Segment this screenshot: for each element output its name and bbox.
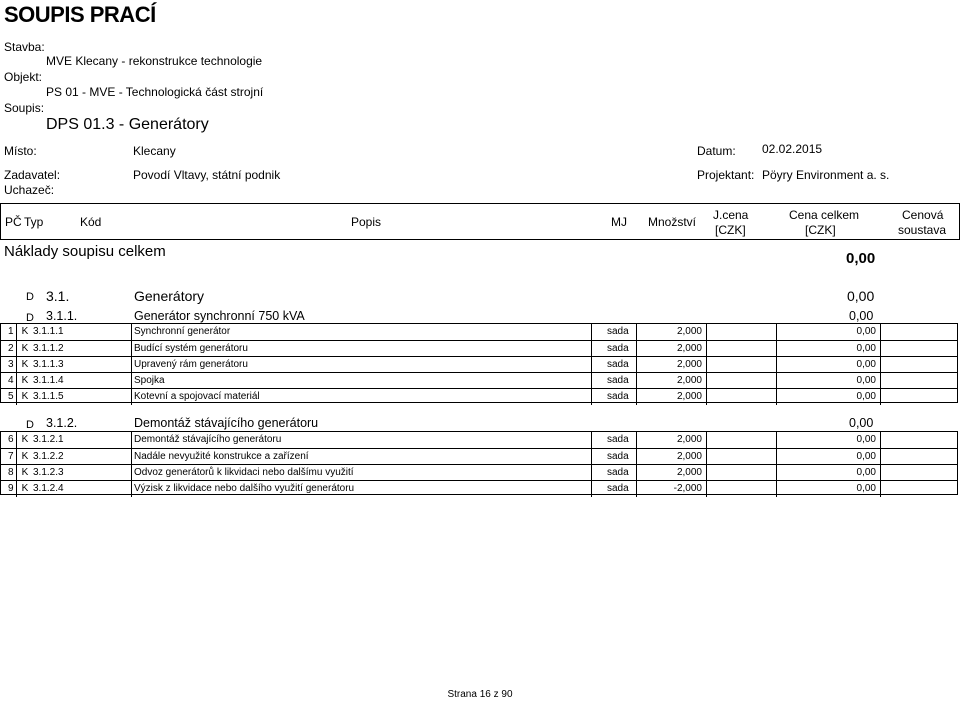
cell-typ: K: [16, 481, 31, 497]
objekt-label: Objekt:: [4, 70, 43, 84]
header-mj: MJ: [611, 215, 627, 229]
subsection-type: D: [26, 312, 34, 324]
table-row: [0, 480, 958, 497]
cell-popis: Nadále nevyužité konstrukce a zařízení: [131, 449, 591, 465]
subsection-name: Generátor synchronní 750 kVA: [134, 309, 305, 323]
cell-soustava: [880, 389, 958, 405]
subsection-type: D: [26, 419, 34, 431]
subsection-name: Demontáž stávajícího generátoru: [134, 416, 319, 430]
table-row: [0, 464, 958, 481]
cell-soustava: [880, 341, 958, 357]
cell-popis: Spojka: [131, 373, 591, 389]
subsection-code: 3.1.1.: [46, 309, 78, 323]
header-typ: Typ: [24, 215, 44, 229]
cell-popis: Kotevní a spojovací materiál: [131, 389, 591, 405]
table-row: [0, 372, 958, 389]
cell-soustava: [880, 357, 958, 373]
items-table: [0, 323, 958, 403]
header-popis: Popis: [351, 215, 382, 229]
cell-kod: 3.1.2.4: [33, 483, 64, 494]
cell-cena: 0,00: [776, 481, 880, 497]
header-jcena: J.cena: [713, 208, 749, 222]
projektant-label: Projektant:: [697, 168, 755, 182]
section-type: D: [26, 291, 34, 303]
table-row: [0, 388, 958, 405]
cell-kod: 3.1.1.4: [33, 375, 64, 386]
section-name: Generátory: [134, 288, 205, 304]
cell-mj: sada: [591, 481, 636, 497]
table-row: [0, 432, 958, 448]
cell-jcena: [706, 357, 776, 373]
soupis-value: DPS 01.3 - Generátory: [46, 116, 209, 133]
zadavatel-label: Zadavatel:: [4, 168, 61, 182]
cell-kod: 3.1.2.1: [33, 434, 64, 445]
cell-jcena: [706, 449, 776, 465]
cell-typ: K: [16, 324, 31, 340]
objekt-value: PS 01 - MVE - Technologická část strojní: [46, 85, 264, 99]
zadavatel-value: Povodí Vltavy, státní podnik: [133, 168, 281, 182]
cell-mnozstvi: 2,000: [636, 449, 706, 465]
cell-mj: sada: [591, 341, 636, 357]
cell-mj: sada: [591, 465, 636, 481]
cell-mj: sada: [591, 389, 636, 405]
misto-value: Klecany: [133, 144, 176, 158]
cell-soustava: [880, 373, 958, 389]
cell-kod: 3.1.1.3: [33, 359, 64, 370]
projektant-value: Pöyry Environment a. s.: [762, 168, 890, 182]
cell-popis: Výzisk z likvidace nebo dalšího využití generátoru: [131, 481, 591, 497]
cell-mnozstvi: 2,000: [636, 389, 706, 405]
cell-mj: sada: [591, 357, 636, 373]
cell-mnozstvi: 2,000: [636, 432, 706, 448]
cell-mj: sada: [591, 449, 636, 465]
table-row: [0, 340, 958, 357]
section-code: 3.1.: [46, 288, 70, 304]
cell-jcena: [706, 432, 776, 448]
cell-jcena: [706, 373, 776, 389]
cell-popis: Budící systém generátoru: [131, 341, 591, 357]
cell-mj: sada: [591, 432, 636, 448]
subsection-code: 3.1.2.: [46, 416, 78, 430]
stavba-value: MVE Klecany - rekonstrukce technologie: [46, 54, 263, 68]
cell-kod: 3.1.2.2: [33, 451, 64, 462]
datum-label: Datum:: [697, 144, 736, 158]
cell-soustava: [880, 465, 958, 481]
header-cenova: Cenová: [902, 208, 944, 222]
cell-soustava: [880, 449, 958, 465]
cell-pc: 6: [8, 434, 14, 445]
cell-soustava: [880, 324, 958, 340]
subsection-value: 0,00: [849, 416, 874, 430]
cell-mnozstvi: 2,000: [636, 341, 706, 357]
cell-popis: Synchronní generátor: [131, 324, 591, 340]
cell-cena: 0,00: [776, 341, 880, 357]
cell-cena: 0,00: [776, 357, 880, 373]
cell-typ: K: [16, 389, 31, 405]
cell-jcena: [706, 341, 776, 357]
header-pc: PČ: [5, 215, 22, 229]
page-number: Strana 16 z 90: [447, 689, 513, 700]
cell-pc: 3: [8, 359, 14, 370]
cell-cena: 0,00: [776, 324, 880, 340]
cell-cena: 0,00: [776, 465, 880, 481]
stavba-label: Stavba:: [4, 40, 45, 54]
cell-pc: 7: [8, 451, 14, 462]
uchazec-label: Uchazeč:: [4, 183, 55, 197]
cell-mnozstvi: 2,000: [636, 465, 706, 481]
cell-typ: K: [16, 449, 31, 465]
cell-mnozstvi: 2,000: [636, 324, 706, 340]
cell-kod: 3.1.1.2: [33, 343, 64, 354]
cell-mnozstvi: 2,000: [636, 357, 706, 373]
total-value: 0,00: [846, 250, 876, 267]
cell-soustava: [880, 432, 958, 448]
cell-pc: 1: [8, 326, 14, 337]
cell-popis: Upravený rám generátoru: [131, 357, 591, 373]
header-cena-celkem-unit: [CZK]: [805, 223, 836, 237]
cell-typ: K: [16, 357, 31, 373]
cell-typ: K: [16, 341, 31, 357]
table-header: [0, 203, 960, 240]
cell-soustava: [880, 481, 958, 497]
cell-jcena: [706, 481, 776, 497]
total-label: Náklady soupisu celkem: [4, 243, 166, 260]
table-row: [0, 324, 958, 340]
cell-typ: K: [16, 465, 31, 481]
cell-pc: 8: [8, 467, 14, 478]
cell-popis: Odvoz generátorů k likvidaci nebo dalšímu využití: [131, 465, 591, 481]
datum-value: 02.02.2015: [762, 142, 823, 156]
header-mnozstvi: Množství: [648, 215, 697, 229]
cell-cena: 0,00: [776, 373, 880, 389]
cell-kod: 3.1.2.3: [33, 467, 64, 478]
page-title: SOUPIS PRACÍ: [4, 2, 156, 27]
table-row: [0, 356, 958, 373]
header-soustava: soustava: [898, 223, 947, 237]
cell-pc: 9: [8, 483, 14, 494]
table-row: [0, 448, 958, 465]
header-cena-celkem: Cena celkem: [789, 208, 860, 222]
subsection-value: 0,00: [849, 309, 874, 323]
cell-typ: K: [16, 432, 31, 448]
cell-mnozstvi: 2,000: [636, 373, 706, 389]
cell-jcena: [706, 465, 776, 481]
items-table: [0, 431, 958, 495]
misto-label: Místo:: [4, 144, 37, 158]
cell-pc: 5: [8, 391, 14, 402]
cell-pc: 4: [8, 375, 14, 386]
cell-kod: 3.1.1.5: [33, 391, 64, 402]
cell-mj: sada: [591, 373, 636, 389]
header-kod: Kód: [80, 215, 102, 229]
cell-mnozstvi: -2,000: [636, 481, 706, 497]
cell-typ: K: [16, 373, 31, 389]
section-value: 0,00: [847, 288, 875, 304]
cell-cena: 0,00: [776, 432, 880, 448]
cell-popis: Demontáž stávajícího generátoru: [131, 432, 591, 448]
cell-pc: 2: [8, 343, 14, 354]
cell-mj: sada: [591, 324, 636, 340]
cell-jcena: [706, 324, 776, 340]
cell-cena: 0,00: [776, 389, 880, 405]
cell-kod: 3.1.1.1: [33, 326, 64, 337]
soupis-label: Soupis:: [4, 101, 45, 115]
cell-cena: 0,00: [776, 449, 880, 465]
header-jcena-unit: [CZK]: [715, 223, 746, 237]
cell-jcena: [706, 389, 776, 405]
